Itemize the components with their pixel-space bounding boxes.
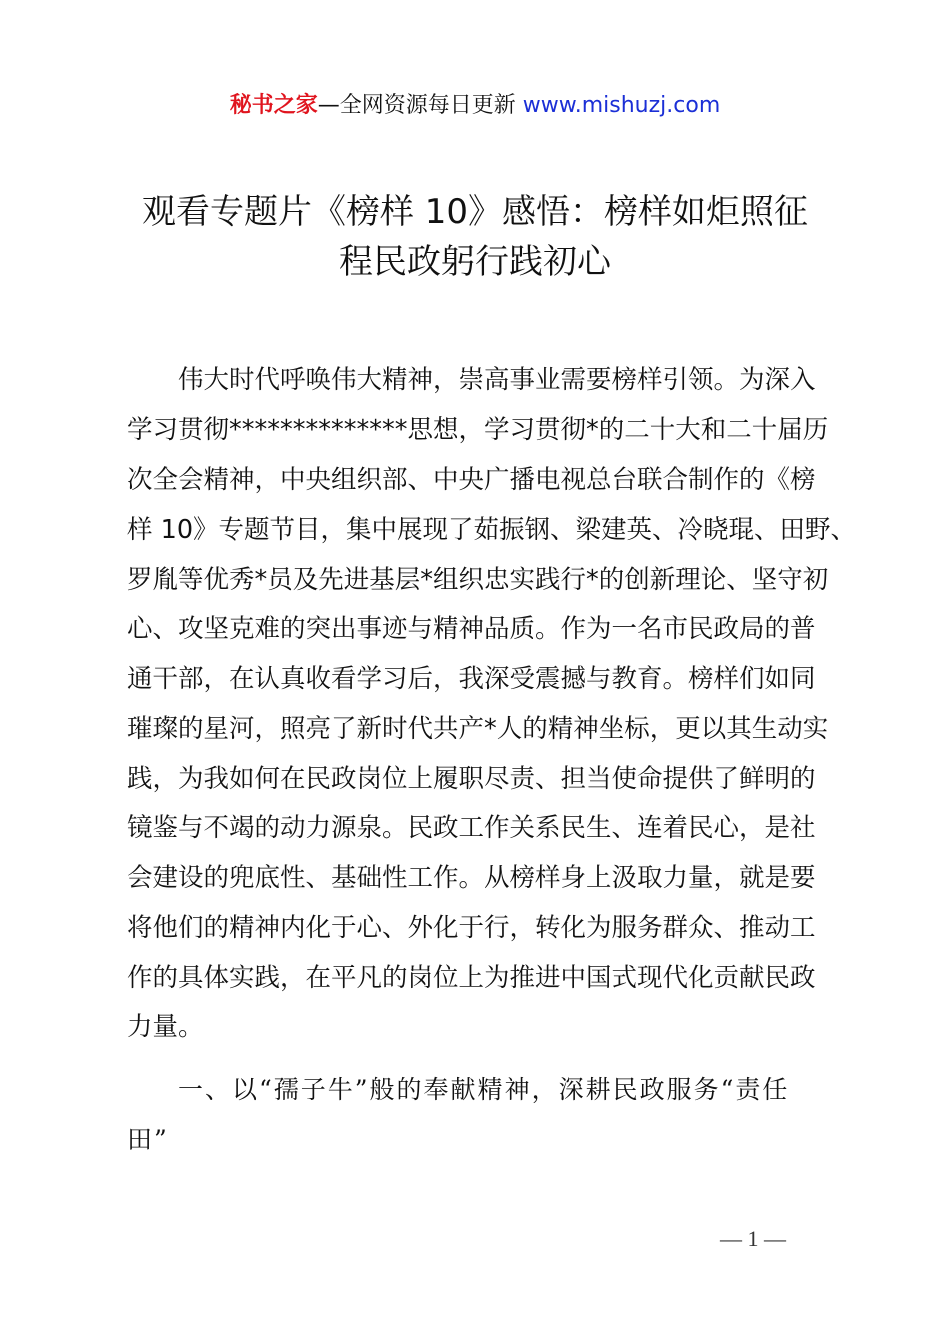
brand-name: 秘书之家 (229, 93, 318, 118)
paragraph-line: 通干部，在认真收看学习后，我深受震撼与教育。榜样们如同 (127, 664, 816, 694)
paragraph-line: 会建设的兜底性、基础性工作。从榜样身上汲取力量，就是要 (127, 863, 816, 893)
paragraph-line: 样 10》专题节目，集中展现了茹振钢、梁建英、冷晓琨、田野、 (127, 515, 857, 545)
paragraph-line: 力量。 (127, 1012, 204, 1042)
page-number: — 1 — (720, 1226, 786, 1251)
paragraph-line: 作的具体实践，在平凡的岗位上为推进中国式现代化贡献民政 (127, 963, 816, 993)
paragraph-line: 次全会精神，中央组织部、中央广播电视总台联合制作的《榜 (127, 465, 816, 495)
paragraph-line: 践，为我如何在民政岗位上履职尽责、担当使命提供了鲜明的 (127, 764, 816, 794)
paragraph-line: 罗胤等优秀*员及先进基层*组织忠实践行*的创新理论、坚守初 (127, 565, 829, 595)
section-heading-line-1: 一、以“孺子牛”般的奉献精神，深耕民政服务“责任 (178, 1075, 790, 1104)
paragraph-line: 镜鉴与不竭的动力源泉。民政工作关系民生、连着民心，是社 (127, 813, 816, 843)
paragraph-line: 璀璨的星河，照亮了新时代共产*人的精神坐标，更以其生动实 (127, 714, 829, 744)
paragraph-line: 学习贯彻**************思想，学习贯彻*的二十大和二十届历 (127, 415, 829, 445)
paragraph-line: 伟大时代呼唤伟大精神，崇高事业需要榜样引领。为深入 (178, 365, 816, 395)
doc-title-line-1: 观看专题片《榜样 10》感悟：榜样如炬照征 (141, 192, 809, 232)
doc-title-line-2: 程民政躬行践初心 (339, 242, 611, 282)
paragraph-line: 心、攻坚克难的突出事迹与精神品质。作为一名市民政局的普 (127, 614, 816, 644)
site-header (0, 88, 950, 119)
section-heading-line-2: 田” (127, 1125, 169, 1154)
site-url-link[interactable]: www.mishuzj.com (522, 93, 721, 118)
header-slogan: —全网资源每日更新 (317, 93, 523, 118)
paragraph-line: 将他们的精神内化于心、外化于行，转化为服务群众、推动工 (127, 913, 816, 943)
